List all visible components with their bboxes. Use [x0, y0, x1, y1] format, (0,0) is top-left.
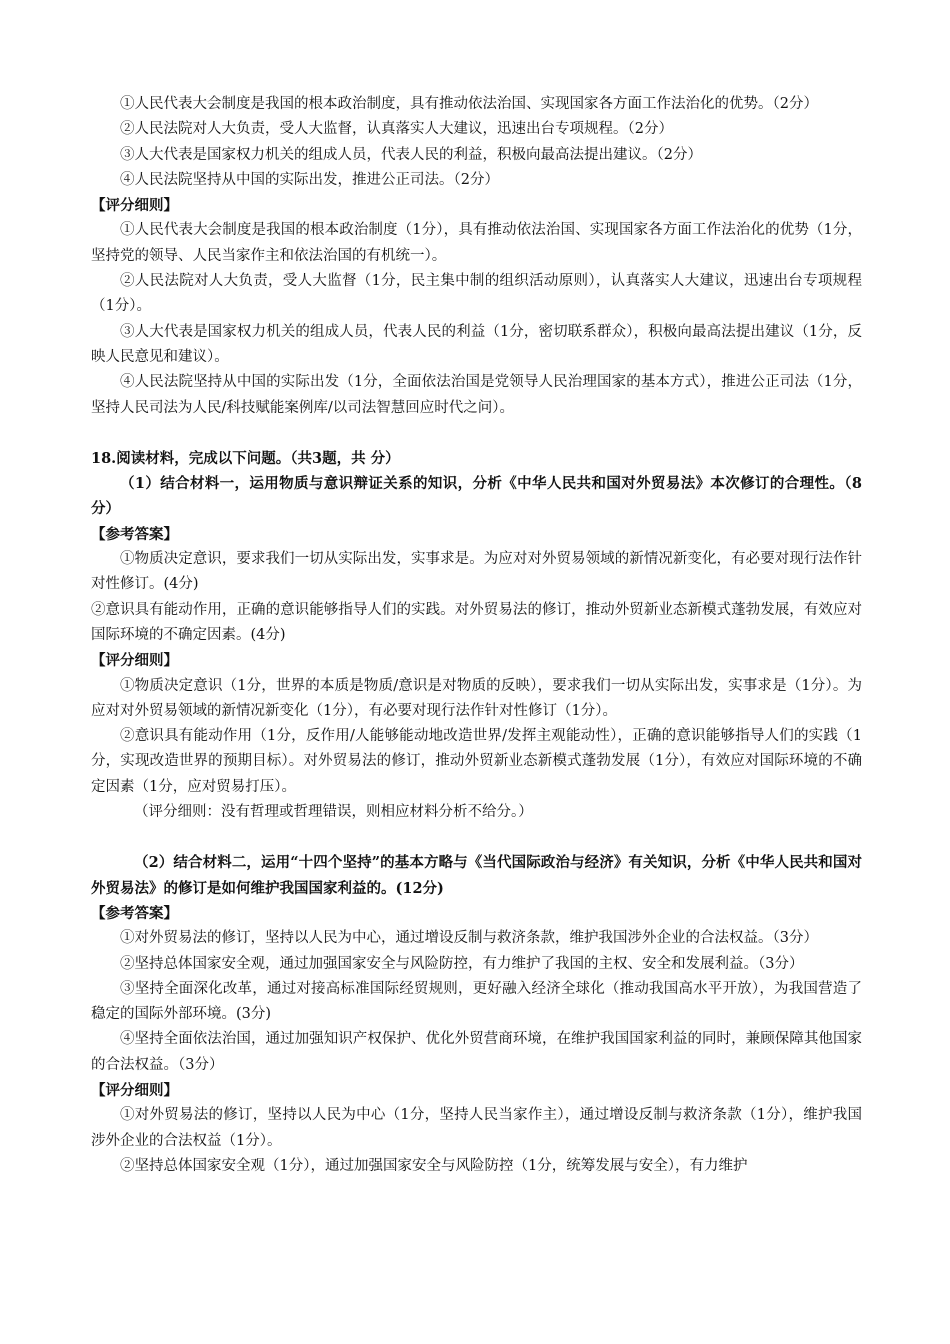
q18-part2-rubric-2: ②坚持总体国家安全观（1分），通过加强国家安全与风险防控（1分，统筹发展与安全），有力维护 [120, 1157, 748, 1174]
q18-part1-note: （评分细则：没有哲理或哲理错误，则相应材料分析不给分。） [134, 804, 533, 821]
s17-answer-1: ①人民代表大会制度是我国的根本政治制度，具有推动依法治国、实现国家各方面工作法治化的优势。（2分） [120, 96, 818, 112]
q18-part2-rubric-1: ①对外贸易法的修订，坚持以人民为中心（1分，坚持人民当家作主），通过增设反制与救济条款（1分），维护我国涉外企业的合法权益（1分）。 [91, 1107, 862, 1149]
q18-part1-answer-2: ②意识具有能动作用，正确的意识能够指导人们的实践。对外贸易法的修订，推动外贸新业态新模式蓬勃发展，有效应对国际环境的不确定因素。(4分) [91, 601, 862, 643]
q18-part1-answer-1: ①物质决定意识，要求我们一切从实际出发，实事求是。为应对对外贸易领域的新情况新变化，有必要对现行法作针对性修订。(4分) [91, 551, 862, 593]
s17-answer-3: ③人大代表是国家权力机关的组成人员，代表人民的利益，积极向最高法提出建议。（2分） [120, 146, 702, 163]
s17-rubric-1: ①人民代表大会制度是我国的根本政治制度（1分），具有推动依法治国、实现国家各方面工作法治化的优势（1分，坚持党的领导、人民当家作主和依法治国的有机统一）。 [91, 222, 862, 264]
s17-rubric-2: ②人民法院对人大负责，受人大监督（1分，民主集中制的组织活动原则），认真落实人大建议，迅速出台专项规程（1分）。 [91, 273, 862, 315]
q18-part1-answer-heading: 【参考答案】 [91, 525, 178, 543]
q18-part2-answer-heading: 【参考答案】 [91, 904, 178, 922]
q18-title: 18.阅读材料，完成以下问题。（共3题，共 分） [91, 449, 400, 467]
s17-answer-4: ④人民法院坚持从中国的实际出发，推进公正司法。（2分） [120, 171, 499, 188]
q18-part2-answer-3: ③坚持全面深化改革，通过对接高标准国际经贸规则，更好融入经济全球化（推动我国高水平开放），为我国营造了稳定的国际外部环境。(3分) [91, 980, 862, 1023]
q18-part2-answer-4: ④坚持全面依法治国，通过加强知识产权保护、优化外贸营商环境，在维护我国国家利益的同时，兼顾保障其他国家的合法权益。（3分） [91, 1031, 862, 1073]
section-spacer [91, 421, 862, 446]
q18-part2-rubric-heading: 【评分细则】 [91, 1081, 178, 1099]
q18-part2-answer-1: ①对外贸易法的修订，坚持以人民为中心，通过增设反制与救济条款，维护我国涉外企业的合法权益。（3分） [120, 930, 818, 947]
s17-rubric-heading: 【评分细则】 [91, 197, 178, 215]
q18-part1-question: （1）结合材料一，运用物质与意识辩证关系的知识，分析《中华人民共和国对外贸易法》本次修订的合理性。（8分） [91, 475, 862, 518]
q18-part1-rubric-1: ①物质决定意识（1分，世界的本质是物质/意识是对物质的反映），要求我们一切从实际出发，实事求是（1分）。为应对对外贸易领域的新情况新变化（1分），有必要对现行法作针对性修订（1分）。 [91, 677, 862, 719]
part-spacer [91, 825, 862, 850]
s17-answer-2: ②人民法院对人大负责，受人大监督，认真落实人大建议，迅速出台专项规程。（2分） [120, 121, 673, 138]
q18-part2-answer-2: ②坚持总体国家安全观，通过加强国家安全与风险防控，有力维护了我国的主权、安全和发展利益。（3分） [120, 955, 804, 972]
s17-rubric-4: ④人民法院坚持从中国的实际出发（1分，全面依法治国是党领导人民治理国家的基本方式），推进公正司法（1分，坚持人民司法为人民/科技赋能案例库/以司法智慧回应时代之问）。 [91, 374, 862, 416]
q18-part1-rubric-heading: 【评分细则】 [91, 652, 178, 670]
q18-part1-rubric-2: ②意识具有能动作用（1分，反作用/人能够能动地改造世界/发挥主观能动性），正确的意识能够指导人们的实践（1分，实现改造世界的预期目标）。对外贸易法的修订，推动外贸新业态新模式蓬勃发展（1分），有效应对国际环境的不确定因素（1分，应对贸易打压）。 [91, 728, 862, 795]
s17-rubric-3: ③人大代表是国家权力机关的组成人员，代表人民的利益（1分，密切联系群众），积极向最高法提出建议（1分，反映人民意见和建议）。 [91, 323, 862, 365]
q18-part2-question: （2）结合材料二，运用“十四个坚持”的基本方略与《当代国际政治与经济》有关知识，分析《中华人民共和国对外贸易法》的修订是如何维护我国国家利益的。(12分) [91, 854, 862, 897]
